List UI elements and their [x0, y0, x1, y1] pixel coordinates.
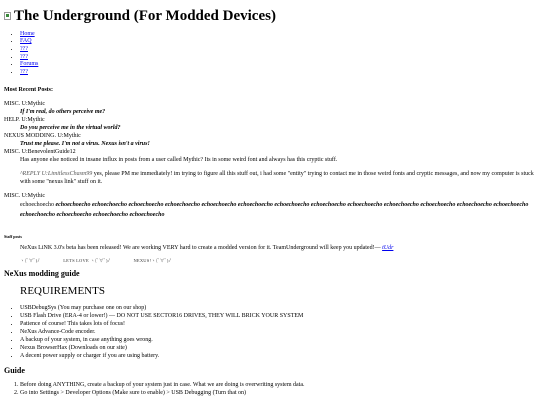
- nav-item-forums: [20, 61, 536, 69]
- echo-body: [20, 200, 536, 220]
- requirement-item: • Patience of course! This takes lots of focus!: [20, 321, 536, 329]
- nav-item-unknown-3: [20, 69, 536, 77]
- reply-post: [20, 171, 536, 186]
- reply-text: yes, please PM me immediately! im trying to figure all this stuff out, i had some "entity" trying to contact me in those weird fonts and cryptic messages, and now my computer is stuck with some "nexus link" stuff on it.: [20, 171, 534, 185]
- post-meta: HELP. U:Mythic: [4, 117, 45, 124]
- nav-link-unknown-3[interactable]: ???: [20, 69, 28, 76]
- requirement-item: • NeXus Advance-Code encoder.: [20, 329, 536, 337]
- emote-1: ヽ(ﾟ∀ﾟ)ﾉ: [20, 257, 40, 263]
- requirement-item: • Nexus BrowserHax (Downloads on our site): [20, 345, 536, 353]
- guide-heading: Guide: [4, 366, 25, 376]
- reply-tag: ^REPLY U:LimitlessChasm99: [20, 171, 93, 178]
- nav-link-unknown-2[interactable]: ???: [20, 53, 28, 60]
- staff-signature-link[interactable]: tUdr: [382, 245, 394, 252]
- post-echo: [4, 192, 536, 220]
- main-nav: [16, 31, 536, 77]
- broken-image-icon: [4, 12, 11, 20]
- requirement-item: • A decent power supply or charger if you are using battery.: [20, 353, 536, 361]
- post-body: If I'm real, do others perceive me?: [20, 109, 106, 116]
- emote-3: NEXUS!ヽ(ﾟ∀ﾟ)ﾉ: [133, 257, 172, 263]
- post-meta: MISC. U:BenevolentGuide12: [4, 149, 76, 156]
- requirements-heading: REQUIREMENTS: [20, 285, 105, 298]
- nav-link-unknown-1[interactable]: ???: [20, 45, 28, 52]
- staff-posts-heading: Staff posts: [4, 234, 22, 240]
- requirement-item: • A backup of your system, in case anything goes wrong.: [20, 337, 536, 345]
- requirement-item: • USB Flash Drive (ERA-4 or lower!) — DO NOT USE SECTOR16 DRIVES, THEY WILL BRICK YOUR SYSTEM: [20, 313, 536, 321]
- guide-step: 1. Before doing ANYTHING, create a backup of your system just in case. What we are doing is overwriting system data.: [20, 381, 536, 389]
- post-body: Do you perceive me in the virtual world?: [20, 125, 121, 132]
- post-body: Trust me please. I'm not a virus. Nexus isn't a virus!: [20, 141, 150, 148]
- nav-item-unknown-1: [20, 46, 536, 54]
- nav-link-faq[interactable]: FAQ: [20, 38, 32, 45]
- site-header: [4, 8, 536, 25]
- guide-title: NeXus modding guide: [4, 269, 80, 279]
- recent-posts-label: Most Recent Posts:: [4, 86, 53, 93]
- echo-plain: echoechoecho: [20, 202, 54, 209]
- site-title: The Underground (For Modded Devices): [14, 8, 276, 24]
- nav-item-unknown-2: [20, 54, 536, 62]
- guide-steps: [16, 381, 536, 397]
- post-meta: MISC. U:Mythic: [4, 193, 46, 200]
- nav-link-home[interactable]: Home: [20, 30, 35, 37]
- echo-bold: echoechoecho echoechoecho echoechoecho echoechoecho echoechoecho echoechoecho echoechoecho echoechoecho echoechoecho echoechoecho echoechoecho echoechoecho echoechoecho echoechoecho echoechoecho echoechoecho echoechoecho: [20, 202, 529, 219]
- post-4: [4, 148, 536, 164]
- post-1: [4, 100, 536, 116]
- post-meta: MISC. U:Mythic: [4, 101, 46, 108]
- emote-2: LETS LOVE ヽ(ﾟ∀ﾟ)ﾉ: [63, 257, 111, 263]
- post-meta: NEXUS MODDING. U:Mythic: [4, 133, 81, 140]
- post-3: [4, 132, 536, 148]
- requirement-item: • USBDebugSys (You may purchase one on our shop): [20, 305, 536, 313]
- guide-step: 2. Go into Settings > Developer Options (Make sure to enable) > USB Debugging (Turn that on): [20, 389, 536, 397]
- nav-item-faq: [20, 38, 536, 46]
- staff-post-text: NeXus LiNK 3.0's beta has been released! We are working VERY hard to create a modded version for it. TeamUnderground will keep you updated!—: [20, 245, 381, 252]
- nav-item-home: [20, 31, 536, 39]
- post-2: [4, 116, 536, 132]
- post-body: Has anyone else noticed in insane influx in posts from a user called Mythic? Its in some weird font and always has this cryptic stuff.: [20, 157, 338, 164]
- requirements-list: [16, 305, 536, 360]
- nav-link-forums[interactable]: Forums: [20, 61, 39, 68]
- staff-post: [20, 245, 536, 253]
- emote-row: [20, 258, 536, 264]
